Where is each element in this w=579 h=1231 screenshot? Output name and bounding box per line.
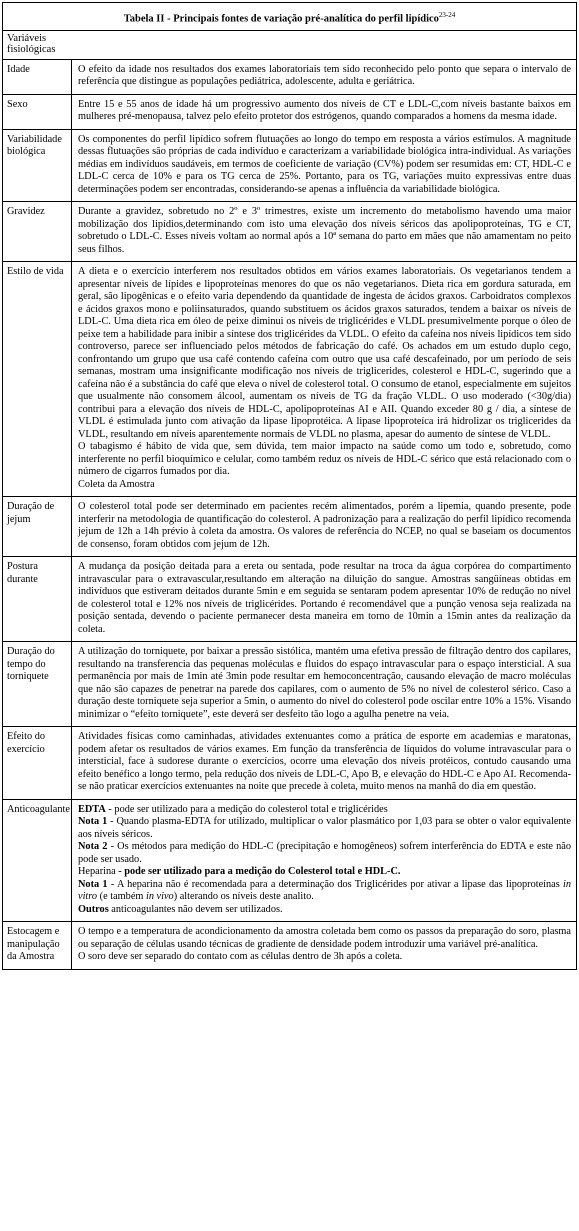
table-row (3, 202, 576, 262)
text-span: Heparina (78, 866, 116, 877)
table-row (3, 557, 576, 642)
italic-term: in vivo (145, 891, 174, 902)
bold-term: - pode ser utilizado para a medição do Colesterol total e HDL-C. (115, 866, 401, 877)
table-row (3, 262, 576, 497)
row-label: Gravidez (3, 202, 72, 262)
table-row (3, 129, 576, 202)
row-label: Idade (3, 60, 72, 95)
variation-table (3, 60, 576, 969)
row-text: Entre 15 e 55 anos de idade há um progressivo aumento dos níveis de CT e LDL-C,com níveis bastante baixos em mulheres pré-menopausa, talvez pelo efeito protetor dos estrógenos, quando comparados a homens da mesma idade. (72, 94, 577, 129)
text-span: (e também (97, 891, 146, 902)
row-label: Estocagem e manipulação da Amostra (3, 922, 72, 969)
text-span: - Os métodos para medição do HDL-C (precipitação e homogêneos) sofrem interferência do EDTA e este não pode ser usado. (78, 841, 572, 865)
row-text: Durante a gravidez, sobretudo no 2º e 3º trimestres, existe um incremento do metabolismo havendo uma maior mobilização dos lipídios,determinando com isto uma elevação dos níveis séricos das apolipoproteínas, TG e CT, sobretudo o LDL-C. Esses níveis voltam ao normal após a 10ª semana do parto em mães que não amamentam no peito seus filhos. (72, 202, 577, 262)
text-span: ) alterando os níveis deste analito. (173, 891, 314, 902)
table-row (3, 922, 576, 969)
paragraph (78, 879, 571, 904)
row-text: O colesterol total pode ser determinado em pacientes recém alimentados, porém a lipemia, quando presente, pode interferir na metodologia de quantificação do colesterol. A padronização para a realização do perfil lipídico recomenda jejum de 12h a 14h prévio à coleta da amostra. Os valores de referência do NCEP, no qual se baseiam os documentos de consenso, foram obtidos com jejum de 12h. (72, 497, 577, 557)
row-label: Estilo de vida (3, 262, 72, 497)
row-label: Duração do tempo do torniquete (3, 642, 72, 727)
row-label: Efeito do exercício (3, 727, 72, 800)
paragraph (78, 866, 571, 879)
table-row (3, 497, 576, 557)
bold-term: EDTA (78, 803, 106, 815)
row-label: Postura durante (3, 557, 72, 642)
paragraph: O soro deve ser separado do contato com as células dentro de 3h após a coleta. (78, 951, 403, 962)
row-text: A mudança da posição deitada para a ereta ou sentada, pode resultar na troca da água corpórea do compartimento intravascular para o extravascular,resultando em alteração na diluição do sangue. Amostras sangüíneas obtidas em indivíduos que estiveram deitados durante 5min e em seguida se sentaram podem apresentar 10% de redução no nível de colesterol total e 12% nos níveis de triglicérides. Portando é recomendável que a punção venosa seja realizada na posição sentada, devendo o paciente permanecer desta maneira em torno de 10min a 15min antes da realização da coleta. (72, 557, 577, 642)
title-reference: 23-24 (438, 11, 456, 19)
row-text: Os componentes do perfil lipídico sofrem flutuações ao longo do tempo em resposta a vários estímulos. A magnitude dessas flutuações são próprias de cada indivíduo e caracterizam a variabilidade biológica intra-individual. As variações médias em indivíduos saudáveis, em termos de coeficiente de variação (CV%) podem ser resumidas em: CT, HDL-C e LDL-C cerca de 10% e para os TG cerca de 25%. Portanto, para os TG, variações muito expressivas entre duas determinações podem ser encontradas, considerando-se apenas a influência da variabilidade biológica. (72, 129, 577, 202)
italic-term: in vitro (78, 878, 571, 902)
table-title-text: Tabela II - Principais fontes de variação pré-analítica do perfil lipídico (123, 13, 439, 25)
row-text (72, 799, 577, 922)
row-text (72, 922, 577, 969)
subsection-heading: Coleta da Amostra (78, 478, 155, 490)
header-text: Variáveis fisiológicas (7, 32, 56, 55)
table-row (3, 727, 576, 800)
bold-term: Outros (78, 903, 109, 915)
paragraph (78, 841, 571, 866)
lipid-table (2, 2, 577, 970)
table-row (3, 799, 576, 922)
row-label: Sexo (3, 94, 72, 129)
row-text: Atividades físicas como caminhadas, atividades extenuantes como a prática de esporte em academias e maratonas, podem afetar os resultados de vários exames. Em função da transferência de líquidos do volume intravascular para o intersticial, face à sudorese durante o exercícios, ocorre uma elevação dos níveis protéicos, contudo causando uma efeito benéfico a longo termo, pela redução dos níveis de LDL-C, Apo B, e elevação do HDL-C e Apo AI. Recomenda-se não praticar exercícios extenuantes na noite que precede à coleta, muito menos na manhã do dia em questão. (72, 727, 577, 800)
paragraph (78, 816, 571, 841)
paragraph: A dieta e o exercício interferem nos resultados obtidos em vários exames laboratoriais. Os vegetarianos tendem a apresentar níveis de lípides e lipoproteínas menores do que os não vegetarianos. Dieta rica em gordura saturada, em geral, são lipogênicas e o efeito varia dependendo da quantidade de ingesta de ácidos graxos. Carboidratos complexos e ácidos graxos mono e poliinsaturados, quando substituem os ácidos graxos saturados, tendem a baixar os níveis de LDL-C. Uma dieta rica em óleo de peixe diminui os níveis de triglicérides e VLDL presumivelmente porque o óleo de peixe tem a habilidade para inibir a síntese dos triglicérides da VLDL. O efeito da cafeína nos níveis lipídicos tem sido controverso, parece ser influenciado pelos métodos de fabricação do café. Os achados em um estudo duplo cego, confrontando um grupo que usa café contendo cafeína com outro que usa café descafeinado, por um período de seis semanas, mostram uma insignificante modificação nos níveis de triglicerides, colesterol e HDL-C, sugerindo que a cafeína não é a substância do café que eleva o nível de colesterol total. O consumo de etanol, especialmente em sujeitos que usualmente não consomem álcool, aumentam os níveis de TG da fração VLDL. O uso moderado (<30g/dia) contribui para a elevação dos níveis de HDL-C, apolipoproteínas AI e AII. Quando exceder 80 g / dia, a síntese de VLDL é estimulada junto com ativação da lipase lipoprotéica. A lipase lipoproteíca irá hidrolizar os triglicerides da VLDL, resultando em níveis aparentemente normais de VLDL no plasma, apesar do aumento de síntese de VLDL. (78, 266, 571, 440)
paragraph: O tabagismo é hábito de vida que, sem dúvida, tem maior impacto na saúde como um todo e, sobretudo, como interferente no perfil bioquímico e celular, como também reduz os níveis de HDL-C sérico que está relacionado com o número de cigarros fumados por dia. (78, 441, 571, 477)
section-header (3, 31, 576, 60)
row-text (72, 262, 577, 497)
paragraph (78, 804, 571, 817)
bold-term: Nota 1 (78, 816, 108, 827)
paragraph: O tempo e a temperatura de acondicionamento da amostra coletada bem como os passos da preparação do soro, plasma ou separação de células usando técnicas de gradiente de densidade podem introduzir uma variável pré-analítica. (78, 926, 571, 950)
text-span: - Quando plasma-EDTA for utilizado, multiplicar o valor plasmático por 1,03 para se obter o valor equivalente aos níveis séricos. (78, 816, 571, 840)
table-title (3, 3, 576, 31)
text-span: - A heparina não é recomendada para a determinação dos Triglicérides por ativar a lipase das lipoproteínas (107, 878, 563, 890)
table-row (3, 60, 576, 95)
paragraph (78, 904, 571, 917)
row-label: Variabilidade biológica (3, 129, 72, 202)
table-row (3, 94, 576, 129)
row-text: A utilização do torniquete, por baixar a pressão sistólica, mantém uma efetiva pressão de filtração dentro dos capilares, resultando na transferencia das pequenas moléculas e fluidos do espaço intravascular para o espaço intersticial. A sua permanência por mais de 1min até 3min pode resultar em hemoconcentração, causando elevação de macro moléculas que não são capazes de penetrar na parede dos capilares, com o aumento de 5% no nível de colesterol sérico. Caso a duração deste torniquete seja superior a 5min, o aumento do nível do colesterol pode oscilar entre 10% a 15%. Visando minimizar o “efeito torniquete”, este deverá ser desfeito tão logo a agulha penetre na veia. (72, 642, 577, 727)
row-label: Duração de jejum (3, 497, 72, 557)
table-row (3, 642, 576, 727)
text-span: anticoagulantes não devem ser utilizados. (108, 903, 283, 915)
row-label: Anticoagulante (3, 799, 72, 922)
row-text: O efeito da idade nos resultados dos exames laboratoriais tem sido reconhecido pelo ponto que separa o intervalo de referência que distingue as populações pediátrica, adolescente, adulta e geriátrica. (72, 60, 577, 95)
bold-term: Nota 1 (78, 878, 108, 890)
bold-term: Nota 2 (78, 841, 108, 852)
text-span: - pode ser utilizado para a medição do colesterol total e triglicérides (105, 803, 388, 815)
